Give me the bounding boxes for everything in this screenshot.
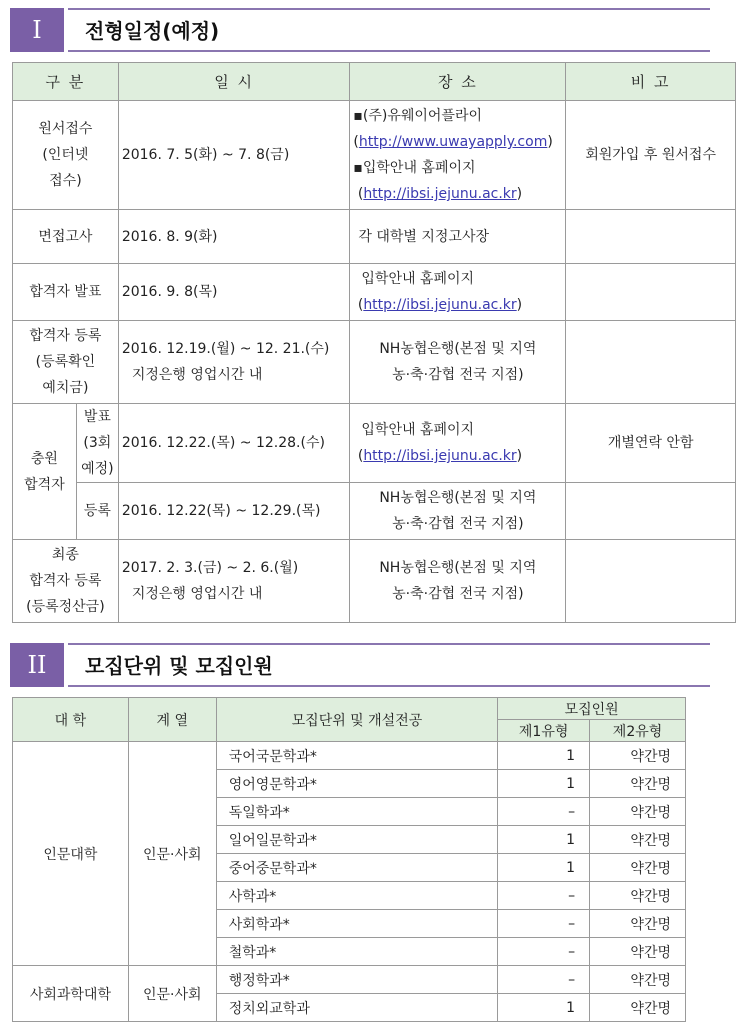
row-group-label — [13, 404, 77, 540]
quota-type1-cell: 1 — [498, 826, 590, 854]
row-date: 2016. 9. 8(목) — [118, 264, 350, 321]
label-line: (등록정산금) — [26, 599, 105, 615]
quota-type2-cell: 약간명 — [590, 882, 686, 910]
quota-type2-cell: 약간명 — [590, 770, 686, 798]
divider — [68, 685, 710, 687]
section-title: 모집단위 및 모집인원 — [85, 654, 273, 678]
quota-type1-cell: 1 — [498, 994, 590, 1022]
place-line: 입학안내 홈페이지 — [361, 422, 475, 438]
header-category: 구 분 — [13, 63, 119, 101]
row-place: 입학안내 홈페이지 (http://ibsi.jejunu.ac.kr) — [350, 404, 566, 483]
quota-type1-cell: 1 — [498, 770, 590, 798]
row-note: 회원가입 후 원서접수 — [566, 101, 736, 210]
header-quota: 모집인원 — [498, 698, 686, 720]
table-row — [13, 210, 736, 264]
dept-cell: 영어영문학과* — [216, 770, 498, 798]
label-line: 합격자 등록 — [29, 328, 102, 344]
dept-cell: 사회학과* — [216, 910, 498, 938]
header-place: 장 소 — [350, 63, 566, 101]
quota-type1-cell: – — [498, 938, 590, 966]
row-note — [566, 210, 736, 264]
divider — [68, 8, 710, 10]
quota-type2-cell: 약간명 — [590, 854, 686, 882]
quota-type2-cell: 약간명 — [590, 742, 686, 770]
section-number: I — [10, 8, 64, 52]
quota-type2-cell: 약간명 — [590, 826, 686, 854]
row-label — [13, 540, 119, 623]
label-line: 합격자 — [24, 476, 65, 493]
dept-cell: 독일학과* — [216, 798, 498, 826]
table-row — [13, 540, 736, 623]
label-line: 접수) — [49, 173, 82, 189]
ibsi-link[interactable]: http://ibsi.jejunu.ac.kr — [363, 448, 517, 464]
row-place — [350, 483, 566, 540]
place-line: ▪입학안내 홈페이지 — [353, 160, 476, 176]
quota-type1-cell: 1 — [498, 742, 590, 770]
label-line: 충원 — [30, 450, 58, 467]
place-line: ▪(주)유웨이어플라이 — [353, 108, 482, 124]
table-row — [13, 404, 736, 483]
row-place: ▪(주)유웨이어플라이 (http://www.uwayapply.com) ▪입학안내 홈페이지 (http://ibsi.jejunu.ac.kr) — [350, 101, 566, 210]
place-line: 농·축·감협 전국 지점) — [392, 367, 524, 383]
header-note: 비 고 — [566, 63, 736, 101]
college-cell: 사회과학대학 — [13, 966, 129, 1022]
row-date — [118, 540, 350, 623]
field-cell: 인문·사회 — [128, 742, 216, 966]
dept-cell: 중어중문학과* — [216, 854, 498, 882]
row-note — [566, 264, 736, 321]
row-place: 입학안내 홈페이지 (http://ibsi.jejunu.ac.kr) — [350, 264, 566, 321]
quota-type1-cell: – — [498, 966, 590, 994]
college-cell: 인문대학 — [13, 742, 129, 966]
row-sub-label — [76, 404, 118, 483]
quota-type2-cell: 약간명 — [590, 994, 686, 1022]
row-place — [350, 540, 566, 623]
table-header-row — [13, 63, 736, 101]
date-line: 지정은행 영업시간 내 — [131, 586, 263, 602]
ibsi-link[interactable]: http://ibsi.jejunu.ac.kr — [363, 297, 517, 313]
row-place: 각 대학별 지정고사장 — [350, 210, 566, 264]
row-label — [13, 101, 119, 210]
place-line: 농·축·감협 전국 지점) — [392, 586, 524, 602]
quota-type2-cell: 약간명 — [590, 798, 686, 826]
row-place — [350, 321, 566, 404]
label-line: 원서접수 — [38, 121, 93, 137]
header-dept: 모집단위 및 개설전공 — [216, 698, 498, 742]
quota-type2-cell: 약간명 — [590, 910, 686, 938]
divider — [68, 643, 710, 645]
table-row — [13, 966, 686, 994]
header-college: 대 학 — [13, 698, 129, 742]
header-type1: 제1유형 — [498, 720, 590, 742]
label-line: 예정) — [81, 461, 114, 477]
dept-cell: 일어일문학과* — [216, 826, 498, 854]
place-line: NH농협은행(본점 및 지역 — [379, 560, 537, 576]
table-row — [13, 101, 736, 210]
date-line: 2017. 2. 3.(금) ~ 2. 6.(월) — [121, 560, 299, 576]
quota-type2-cell: 약간명 — [590, 966, 686, 994]
ibsi-link[interactable]: http://ibsi.jejunu.ac.kr — [363, 186, 517, 202]
label-line: (인터넷 — [42, 147, 89, 163]
place-line: 농·축·감협 전국 지점) — [392, 516, 524, 532]
table-row — [13, 483, 736, 540]
table-row — [13, 742, 686, 770]
row-date: 2016. 8. 9(화) — [118, 210, 350, 264]
place-line: 입학안내 홈페이지 — [361, 271, 475, 287]
row-date: 2016. 12.22(목) ~ 12.29.(목) — [118, 483, 350, 540]
section-number: II — [10, 643, 64, 687]
row-note: 개별연락 안함 — [566, 404, 736, 483]
place-line: NH농협은행(본점 및 지역 — [379, 341, 537, 357]
row-label: 면접고사 — [13, 210, 119, 264]
section-header-schedule — [10, 8, 710, 56]
dept-cell: 사학과* — [216, 882, 498, 910]
date-line: 지정은행 영업시간 내 — [131, 367, 263, 383]
dept-cell: 정치외교학과 — [216, 994, 498, 1022]
row-label — [13, 321, 119, 404]
date-line: 2016. 12.19.(월) ~ 12. 21.(수) — [121, 341, 330, 357]
header-field: 계 열 — [128, 698, 216, 742]
label-line: (3회 — [83, 435, 112, 451]
recruitment-table — [12, 697, 686, 1022]
quota-type1-cell: – — [498, 910, 590, 938]
header-type2: 제2유형 — [590, 720, 686, 742]
section-header-recruitment — [10, 643, 710, 691]
row-label: 합격자 발표 — [13, 264, 119, 321]
row-note — [566, 540, 736, 623]
row-note — [566, 321, 736, 404]
row-date: 2016. 7. 5(화) ~ 7. 8(금) — [118, 101, 350, 210]
place-line: NH농협은행(본점 및 지역 — [379, 490, 537, 506]
dept-cell: 행정학과* — [216, 966, 498, 994]
dept-cell: 국어국문학과* — [216, 742, 498, 770]
quota-type1-cell: – — [498, 798, 590, 826]
label-line: 발표 — [83, 409, 111, 425]
row-note — [566, 483, 736, 540]
schedule-table — [12, 62, 736, 623]
row-date: 2016. 12.22.(목) ~ 12.28.(수) — [118, 404, 350, 483]
label-line: 합격자 등록 — [29, 573, 102, 589]
section-title: 전형일정(예정) — [85, 19, 220, 43]
row-sub-label: 등록 — [76, 483, 118, 540]
table-row — [13, 321, 736, 404]
label-line: (등록확인 — [35, 354, 96, 370]
table-row — [13, 264, 736, 321]
label-line: 최종 — [51, 547, 79, 563]
quota-type1-cell: 1 — [498, 854, 590, 882]
dept-cell: 철학과* — [216, 938, 498, 966]
quota-type2-cell: 약간명 — [590, 938, 686, 966]
row-date — [118, 321, 350, 404]
header-date: 일 시 — [118, 63, 350, 101]
label-line: 예치금) — [42, 380, 89, 396]
field-cell: 인문·사회 — [128, 966, 216, 1022]
quota-type1-cell: – — [498, 882, 590, 910]
divider — [68, 50, 710, 52]
uwayapply-link[interactable]: http://www.uwayapply.com — [358, 134, 548, 150]
table-header-row — [13, 698, 686, 720]
